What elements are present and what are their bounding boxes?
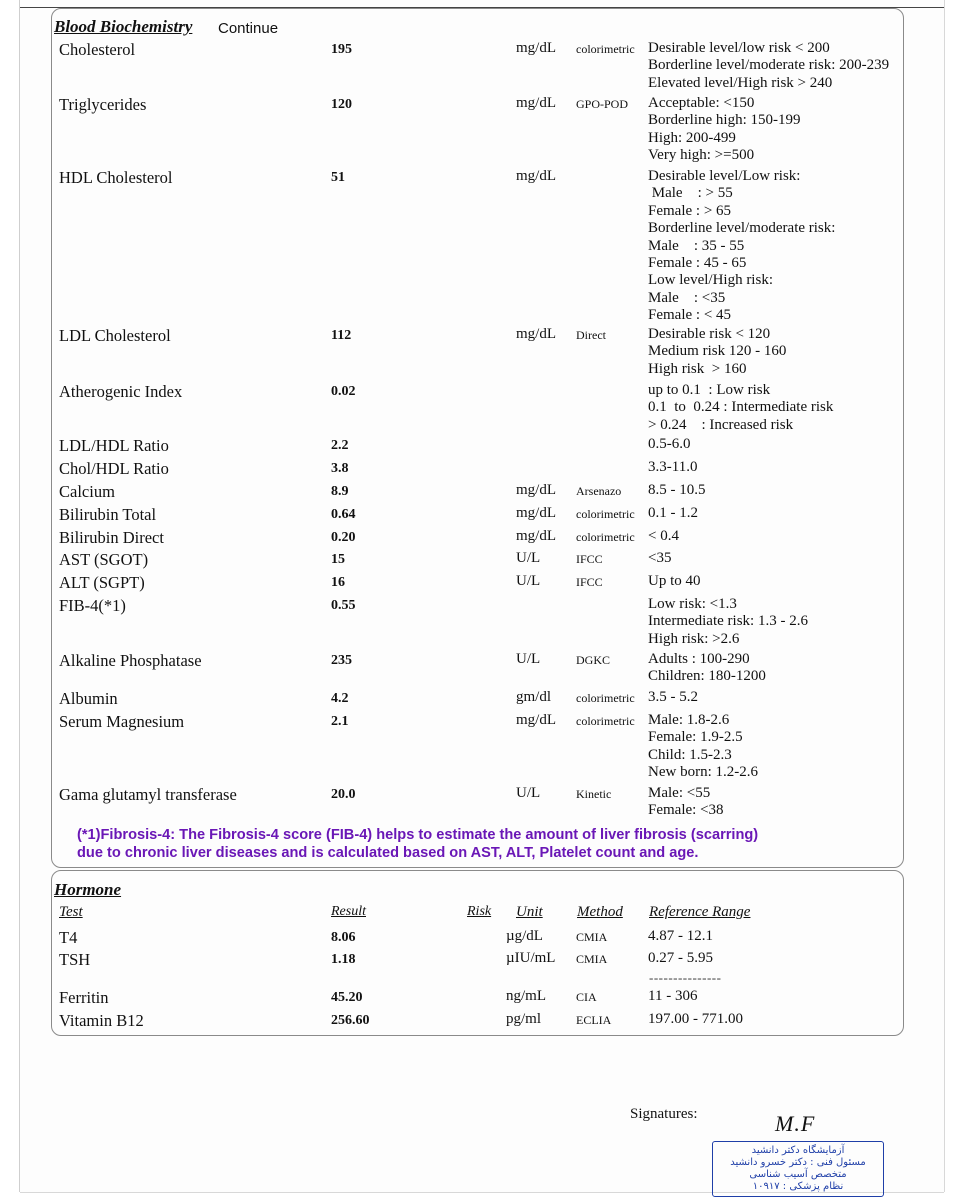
- test-result: 4.2: [331, 691, 349, 706]
- reference-line: Male : 35 - 55: [648, 237, 745, 254]
- test-result: 0.20: [331, 530, 356, 545]
- reference-line: High risk > 160: [648, 360, 747, 377]
- test-name: Bilirubin Direct: [59, 528, 164, 547]
- test-result: 16: [331, 575, 345, 590]
- hormone-method: ECLIA: [576, 1013, 612, 1027]
- stamp-line: آزمایشگاه دکتر دانشید: [751, 1145, 845, 1156]
- test-result: 51: [331, 170, 345, 185]
- test-method: Kinetic: [576, 787, 612, 801]
- test-result: 112: [331, 328, 352, 343]
- fib4-note-line-1: (*1)Fibrosis-4: The Fibrosis-4 score (FIB-4) helps to estimate the amount of liver fibrosis (scarring): [77, 827, 759, 843]
- test-name: Calcium: [59, 482, 115, 501]
- biochemistry-title: Blood Biochemistry: [54, 17, 193, 36]
- hormone-unit: µIU/mL: [506, 950, 556, 966]
- stamp-line: متخصص آسیب شناسی: [749, 1169, 847, 1180]
- test-name: Alkaline Phosphatase: [59, 651, 202, 670]
- reference-line: Very high: >=500: [648, 147, 755, 164]
- test-name: AST (SGOT): [59, 550, 149, 569]
- test-unit: gm/dl: [516, 689, 552, 705]
- test-result: 235: [331, 653, 352, 668]
- reference-line: Adults : 100-290: [648, 651, 750, 667]
- test-name: FIB-4(*1): [59, 596, 126, 615]
- reference-line: <35: [648, 550, 672, 566]
- test-name: LDL Cholesterol: [59, 326, 171, 345]
- reference-line: Desirable level/low risk < 200: [648, 40, 830, 56]
- test-method: colorimetric: [576, 714, 635, 728]
- hormone-title: Hormone: [54, 880, 122, 899]
- hormone-unit: µg/dL: [506, 928, 543, 944]
- reference-line: Male: 1.8-2.6: [648, 712, 730, 728]
- test-result: 8.9: [331, 484, 349, 499]
- test-unit: U/L: [516, 550, 541, 566]
- continue-label: Continue: [218, 20, 279, 37]
- test-method: colorimetric: [576, 691, 635, 705]
- test-unit: mg/dL: [516, 505, 556, 521]
- reference-line: Up to 40: [648, 573, 701, 589]
- test-unit: U/L: [516, 651, 541, 667]
- header-reference-range: Reference Range: [649, 904, 751, 920]
- reference-line: High: 200-499: [648, 129, 736, 146]
- test-name: HDL Cholesterol: [59, 168, 173, 187]
- test-method: colorimetric: [576, 507, 635, 521]
- reference-line: < 0.4: [648, 528, 679, 544]
- hormone-result: 45.20: [331, 990, 363, 1005]
- reference-line: New born: 1.2-2.6: [648, 764, 758, 781]
- hormone-panel: [51, 870, 904, 1036]
- test-unit: U/L: [516, 573, 541, 589]
- reference-line: Borderline level/moderate risk:: [648, 220, 836, 237]
- test-method: DGKC: [576, 653, 611, 667]
- reference-line: Female: <38: [648, 802, 724, 819]
- hormone-method: CMIA: [576, 952, 608, 966]
- reference-line: 0.5-6.0: [648, 436, 691, 452]
- test-name: ALT (SGPT): [59, 573, 145, 592]
- hormone-separator: ---------------: [649, 970, 722, 985]
- header-test: Test: [59, 904, 83, 920]
- hormone-reference: 0.27 - 5.95: [648, 950, 713, 966]
- test-method: IFCC: [576, 575, 603, 589]
- reference-line: Female : 45 - 65: [648, 255, 747, 271]
- test-name: Atherogenic Index: [59, 382, 183, 401]
- test-result: 0.02: [331, 384, 356, 399]
- reference-line: Acceptable: <150: [648, 95, 755, 111]
- header-result: Result: [331, 904, 366, 919]
- reference-line: Low risk: <1.3: [648, 596, 737, 612]
- reference-line: 3.3-11.0: [648, 459, 698, 475]
- biochemistry-panel: [51, 8, 904, 868]
- hormone-unit: ng/mL: [506, 988, 546, 1004]
- test-result: 3.8: [331, 461, 349, 476]
- stamp-line: نظام پزشکی : ۱۰۹۱۷: [752, 1181, 844, 1192]
- reference-line: 0.1 to 0.24 : Intermediate risk: [648, 399, 834, 416]
- test-method: Direct: [576, 328, 606, 342]
- reference-line: High risk: >2.6: [648, 630, 740, 647]
- reference-line: Desirable level/Low risk:: [648, 168, 801, 184]
- reference-line: Female: 1.9-2.5: [648, 729, 743, 746]
- test-method: IFCC: [576, 552, 603, 566]
- test-result: 0.55: [331, 598, 356, 613]
- test-unit: mg/dL: [516, 482, 556, 498]
- signature-mark: M.F: [775, 1111, 816, 1136]
- test-name: Serum Magnesium: [59, 712, 185, 731]
- reference-line: Intermediate risk: 1.3 - 2.6: [648, 613, 808, 630]
- hormone-method: CIA: [576, 990, 597, 1004]
- fib4-note-line-2: due to chronic liver diseases and is calculated based on AST, ALT, Platelet count and age.: [77, 845, 699, 861]
- reference-line: Low level/High risk:: [648, 272, 773, 289]
- hormone-reference: 4.87 - 12.1: [648, 928, 713, 944]
- test-result: 15: [331, 552, 345, 567]
- hormone-reference: 11 - 306: [648, 988, 698, 1004]
- test-result: 120: [331, 97, 352, 112]
- stamp-line: مسئول فنی : دکتر خسرو دانشید: [730, 1157, 866, 1168]
- test-name: Cholesterol: [59, 40, 136, 59]
- reference-line: > 0.24 : Increased risk: [648, 416, 794, 433]
- hormone-method: CMIA: [576, 930, 608, 944]
- test-method: GPO-POD: [576, 97, 629, 111]
- hormone-test-name: TSH: [59, 950, 91, 969]
- test-method: colorimetric: [576, 42, 635, 56]
- test-result: 2.2: [331, 438, 349, 453]
- test-name: Triglycerides: [59, 95, 147, 114]
- test-name: Chol/HDL Ratio: [59, 459, 169, 478]
- test-unit: mg/dL: [516, 712, 556, 728]
- reference-line: Female : < 45: [648, 307, 732, 324]
- reference-line: Elevated level/High risk > 240: [648, 74, 833, 91]
- hormone-result: 8.06: [331, 930, 356, 945]
- hormone-test-name: Ferritin: [59, 988, 109, 1007]
- hormone-test-name: T4: [59, 928, 78, 947]
- test-method: Arsenazo: [576, 484, 622, 498]
- test-name: LDL/HDL Ratio: [59, 436, 169, 455]
- reference-line: 3.5 - 5.2: [648, 689, 698, 705]
- reference-line: Desirable risk < 120: [648, 326, 771, 342]
- header-risk: Risk: [467, 904, 492, 919]
- reference-line: Male: <55: [648, 785, 711, 801]
- test-unit: mg/dL: [516, 40, 556, 56]
- hormone-reference: 197.00 - 771.00: [648, 1011, 743, 1027]
- test-name: Albumin: [59, 689, 118, 708]
- reference-line: Medium risk 120 - 160: [648, 343, 787, 360]
- reference-line: 8.5 - 10.5: [648, 482, 706, 498]
- reference-line: 0.1 - 1.2: [648, 505, 698, 521]
- hormone-unit: pg/ml: [506, 1011, 542, 1027]
- test-name: Gama glutamyl transferase: [59, 785, 237, 804]
- test-unit: mg/dL: [516, 168, 556, 184]
- test-result: 2.1: [331, 714, 349, 729]
- test-unit: mg/dL: [516, 326, 556, 342]
- test-result: 0.64: [331, 507, 356, 522]
- reference-line: Child: 1.5-2.3: [648, 746, 732, 763]
- test-name: Bilirubin Total: [59, 505, 157, 524]
- hormone-result: 1.18: [331, 952, 356, 967]
- test-unit: mg/dL: [516, 528, 556, 544]
- reference-line: Female : > 65: [648, 202, 732, 219]
- reference-line: Male : > 55: [648, 185, 733, 202]
- test-result: 195: [331, 42, 352, 57]
- reference-line: Borderline level/moderate risk: 200-239: [648, 57, 890, 74]
- test-method: colorimetric: [576, 530, 635, 544]
- reference-line: up to 0.1 : Low risk: [648, 382, 771, 398]
- reference-line: Borderline high: 150-199: [648, 112, 801, 129]
- header-method: Method: [577, 904, 623, 920]
- test-unit: U/L: [516, 785, 541, 801]
- reference-line: Male : <35: [648, 289, 726, 306]
- reference-line: Children: 180-1200: [648, 668, 766, 685]
- hormone-result: 256.60: [331, 1013, 370, 1028]
- hormone-test-name: Vitamin B12: [59, 1011, 144, 1030]
- test-unit: mg/dL: [516, 95, 556, 111]
- header-unit: Unit: [516, 904, 543, 920]
- test-result: 20.0: [331, 787, 356, 802]
- lab-stamp: [712, 1141, 884, 1197]
- signatures-label: Signatures:: [630, 1106, 698, 1122]
